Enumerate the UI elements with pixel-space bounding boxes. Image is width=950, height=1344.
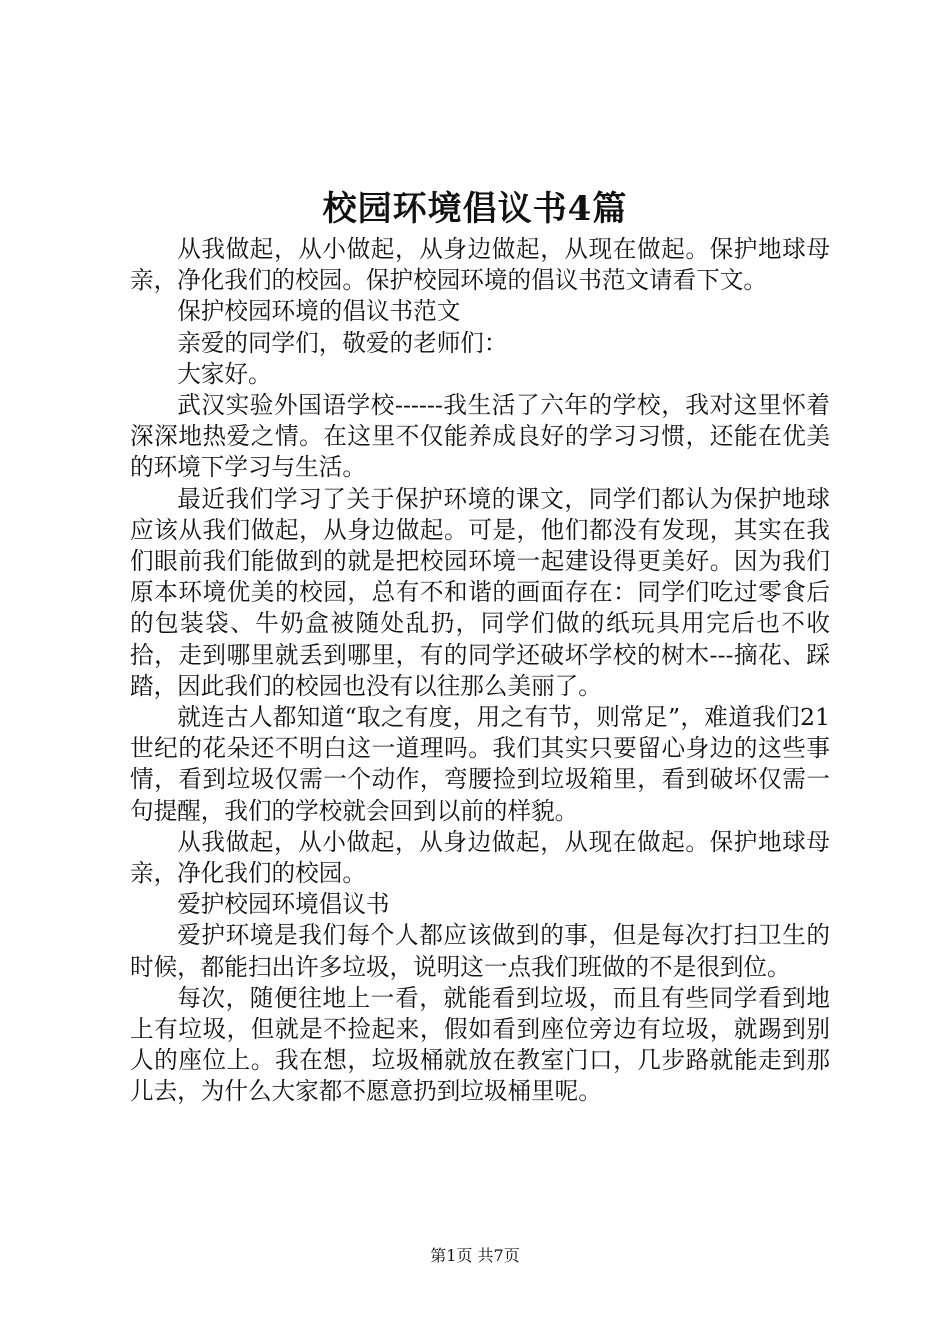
paragraph: 大家好。 bbox=[177, 359, 272, 388]
paragraph: 亲爱的同学们，敬爱的老师们： bbox=[177, 328, 508, 357]
paragraph: 爱护校园环境倡议书 bbox=[177, 890, 390, 919]
paragraph: 爱护环境是我们每个人都应该做到的事，但是每次打扫卫生的时候，都能扫出许多垃圾，说明这一点我们班做的不是很到位。 bbox=[130, 921, 830, 981]
document-body bbox=[130, 234, 830, 1108]
paragraph: 每次，随便往地上一看，就能看到垃圾，而且有些同学看到地上有垃圾，但就是不捡起来，假如看到座位旁边有垃圾，就踢到别人的座位上。我在想，垃圾桶就放在教室门口，几步路就能走到那儿去，为什么大家都不愿意扔到垃圾桶里呢。 bbox=[130, 983, 830, 1106]
paragraph: 最近我们学习了关于保护环境的课文，同学们都认为保护地球应该从我们做起，从身边做起。可是，他们都没有发现，其实在我们眼前我们能做到的就是把校园环境一起建设得更美好。因为我们原本环境优美的校园，总有不和谐的画面存在：同学们吃过零食后的包装袋、牛奶盒被随处乱扔，同学们做的纸玩具用完后也不收拾，走到哪里就丢到哪里，有的同学还破坏学校的树木---摘花、踩踏，因此我们的校园也没有以往那么美丽了。 bbox=[130, 484, 830, 700]
paragraph: 从我做起，从小做起，从身边做起，从现在做起。保护地球母亲，净化我们的校园。保护校园环境的倡议书范文请看下文。 bbox=[130, 235, 830, 295]
document-title: 校园环境倡议书4篇 bbox=[322, 189, 628, 229]
paragraph: 保护校园环境的倡议书范文 bbox=[177, 297, 461, 326]
paragraph: 武汉实验外国语学校------我生活了六年的学校，我对这里怀着深深地热爱之情。在这里不仅能养成良好的学习习惯，还能在优美的环境下学习与生活。 bbox=[130, 391, 830, 482]
paragraph: 就连古人都知道“取之有度，用之有节，则常足”，难道我们21世纪的花朵还不明白这一道理吗。我们其实只要留心身边的这些事情，看到垃圾仅需一个动作，弯腰捡到垃圾箱里，看到破坏仅需一句提醒，我们的学校就会回到以前的样貌。 bbox=[130, 703, 830, 825]
page-footer: 第1页 共7页 bbox=[430, 1246, 520, 1265]
paragraph: 从我做起，从小做起，从身边做起，从现在做起。保护地球母亲，净化我们的校园。 bbox=[130, 827, 830, 888]
